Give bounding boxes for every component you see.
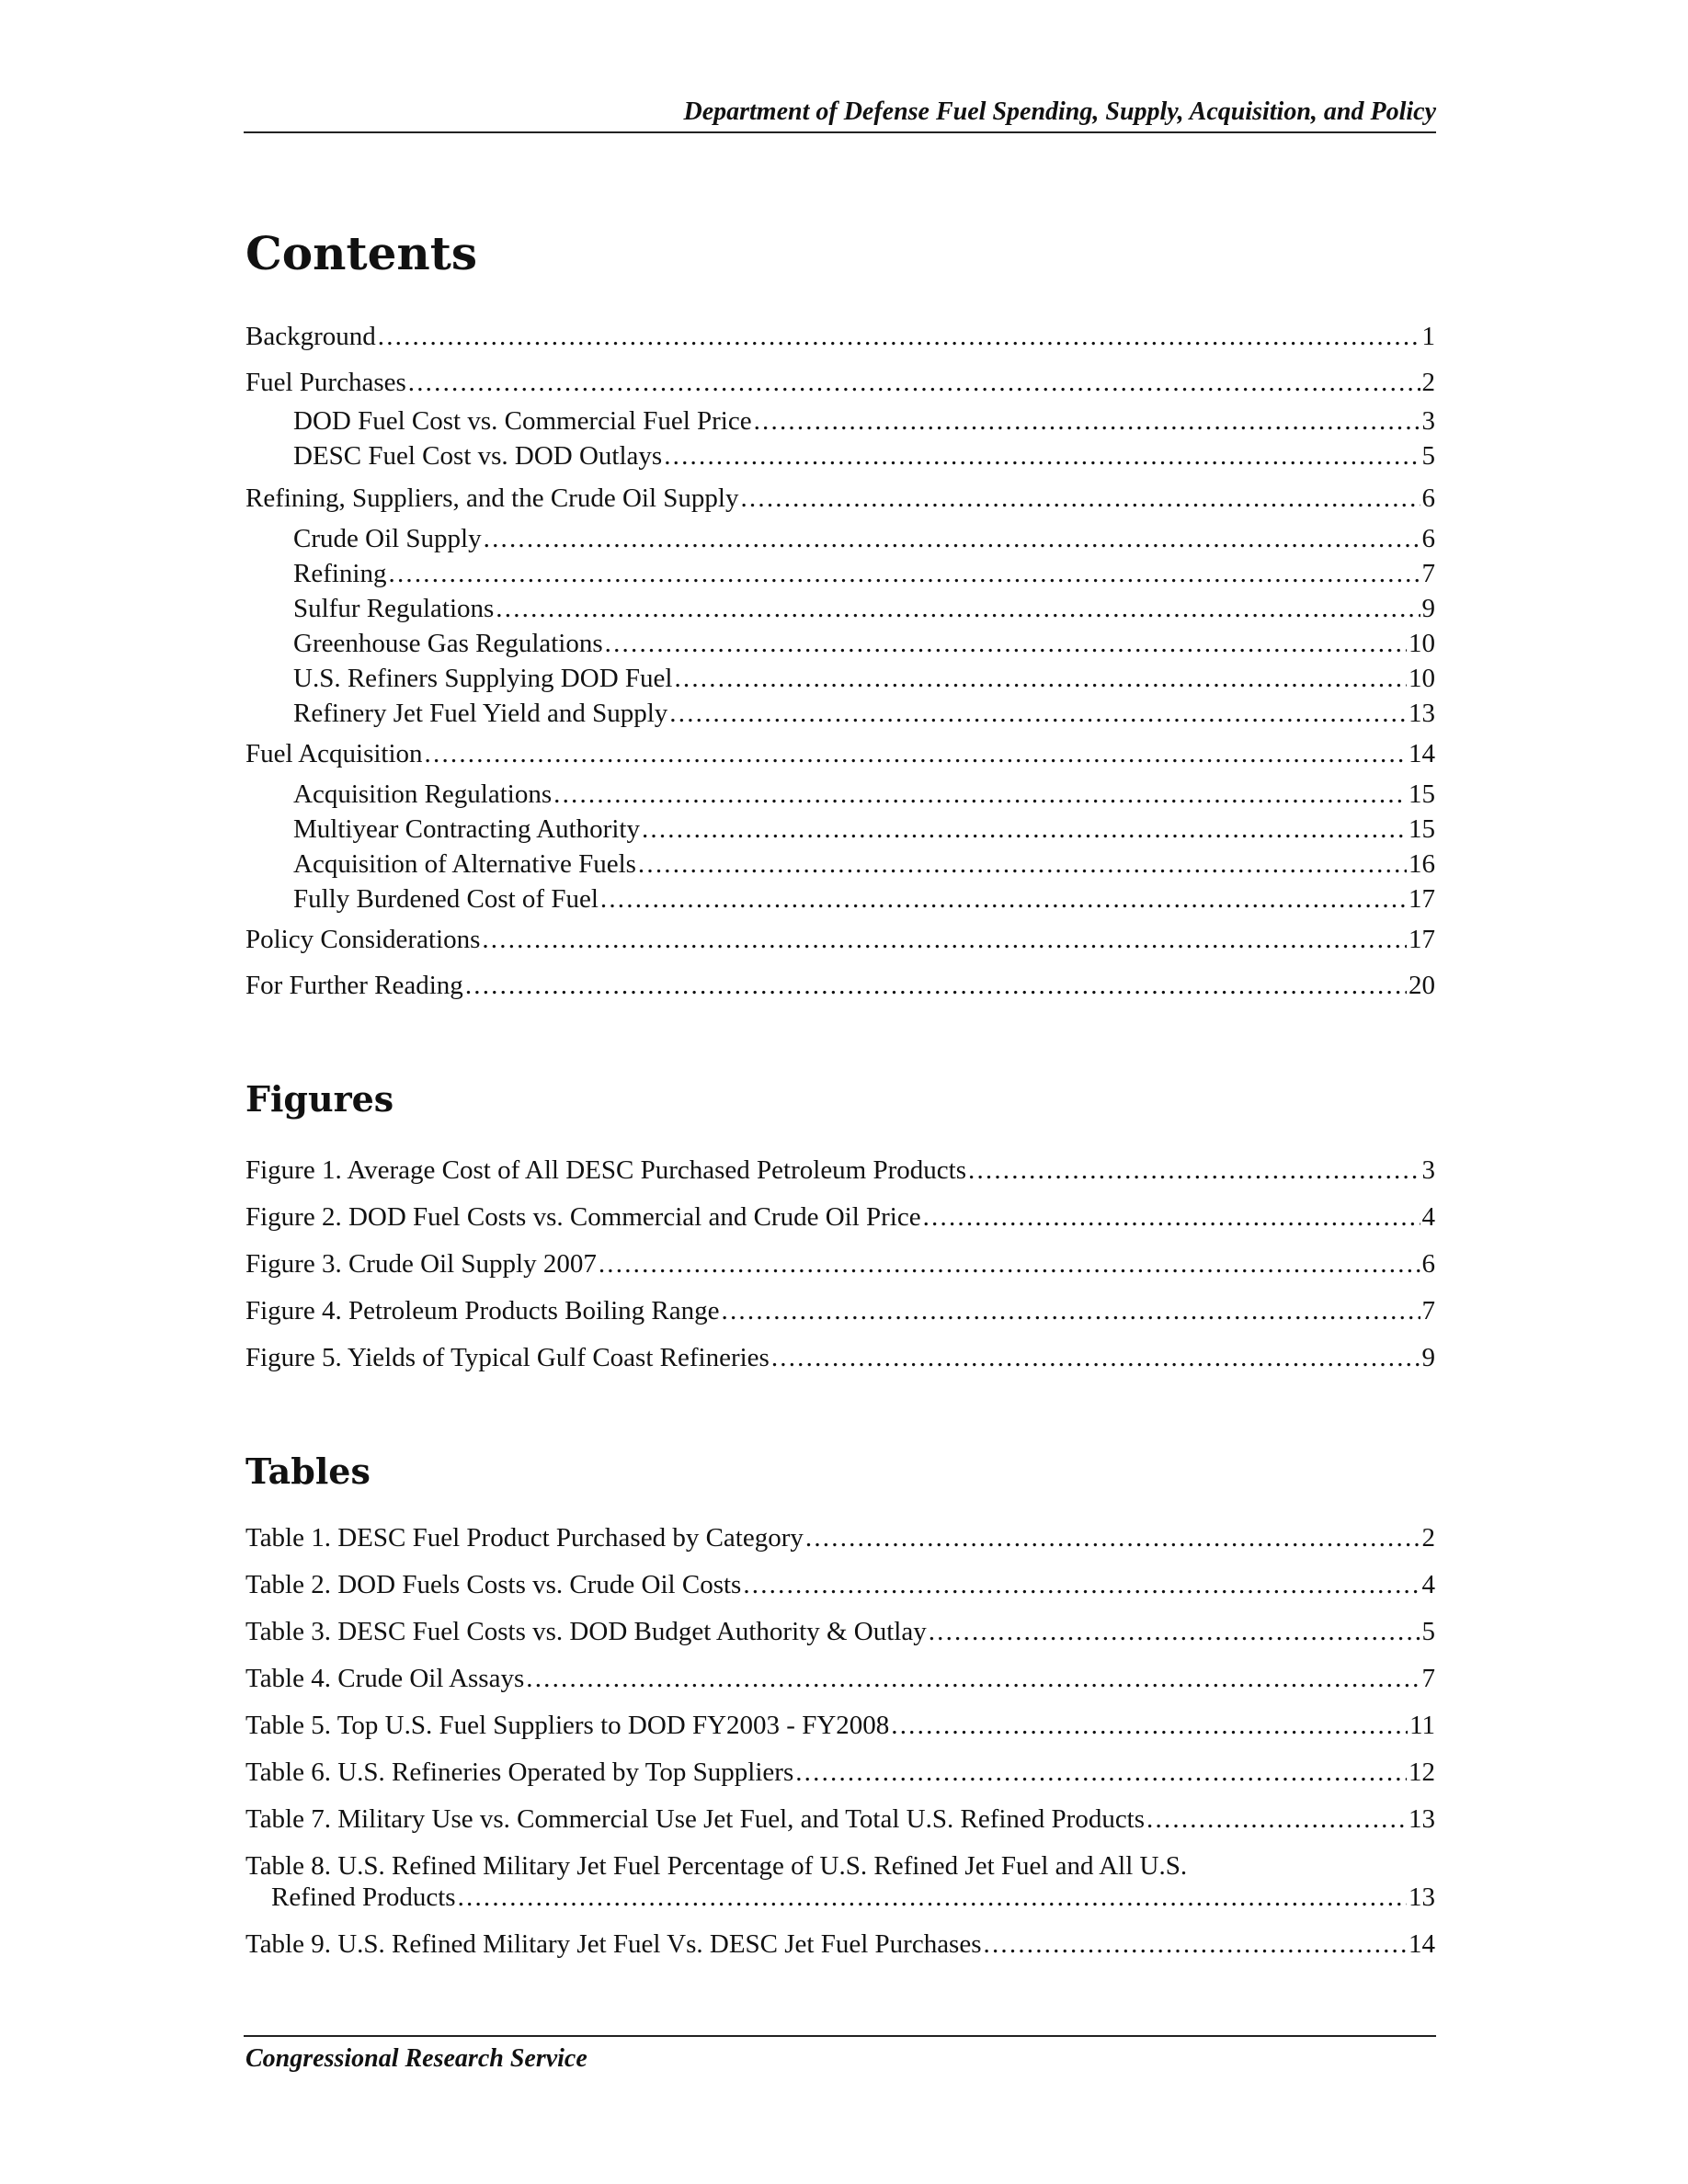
dot-leader — [465, 970, 1407, 1001]
toc-entry-label: Sulfur Regulations — [293, 594, 495, 623]
table-entry-label: Table 1. DESC Fuel Product Purchased by Category — [245, 1523, 804, 1553]
table-entry-page: 2 — [1421, 1523, 1435, 1553]
toc-entry-page: 15 — [1409, 814, 1435, 844]
figure-entry-page: 4 — [1421, 1202, 1435, 1232]
toc-subentry[interactable] — [245, 848, 1435, 880]
toc-subentry[interactable] — [245, 883, 1435, 915]
toc-subentry[interactable] — [245, 440, 1435, 472]
toc-entry[interactable] — [245, 483, 1435, 514]
dot-leader — [638, 848, 1407, 880]
table-entry-label: Table 4. Crude Oil Assays — [245, 1664, 525, 1693]
toc-entry-label: Background — [245, 322, 376, 351]
toc-entry-label: Fully Burdened Cost of Fuel — [293, 884, 599, 914]
toc-entry-label: Refining, Suppliers, and the Crude Oil Supply — [245, 483, 739, 513]
table-entry-page: 7 — [1421, 1664, 1435, 1693]
toc-entry-page: 15 — [1409, 779, 1435, 809]
figure-entry-page: 7 — [1421, 1296, 1435, 1325]
toc-entry-page: 6 — [1421, 524, 1435, 553]
toc-entry[interactable] — [245, 321, 1435, 352]
table-entry[interactable] — [245, 1803, 1435, 1835]
table-entry[interactable] — [245, 1616, 1435, 1647]
toc-entry[interactable] — [245, 367, 1435, 398]
dot-leader — [984, 1928, 1407, 1960]
figure-entry-label: Figure 4. Petroleum Products Boiling Range — [245, 1296, 720, 1325]
dot-leader — [408, 367, 1420, 398]
running-footer: Congressional Research Service — [245, 2044, 587, 2073]
dot-leader — [526, 1663, 1420, 1694]
toc-entry-page: 14 — [1409, 739, 1435, 768]
toc-entry-page: 16 — [1409, 849, 1435, 879]
toc-entry-label: Crude Oil Supply — [293, 524, 482, 553]
dot-leader — [674, 663, 1407, 694]
table-entry-page: 12 — [1409, 1757, 1435, 1787]
dot-leader — [968, 1155, 1420, 1186]
table-entry-label-continued: Refined Products — [271, 1883, 456, 1912]
header-rule — [244, 131, 1436, 133]
dot-leader — [740, 483, 1420, 514]
table-entry-label: Table 9. U.S. Refined Military Jet Fuel Vs. DESC Jet Fuel Purchases — [245, 1929, 982, 1959]
toc-entry-page: 7 — [1421, 559, 1435, 588]
toc-entry-label: Multiyear Contracting Authority — [293, 814, 640, 844]
toc-entry-label: Policy Considerations — [245, 925, 481, 954]
table-entry[interactable] — [245, 1663, 1435, 1694]
toc-entry-page: 1 — [1421, 322, 1435, 351]
table-entry-label: Table 3. DESC Fuel Costs vs. DOD Budget Authority & Outlay — [245, 1617, 927, 1646]
toc-entry-page: 20 — [1409, 971, 1435, 1000]
figure-entry-label: Figure 5. Yields of Typical Gulf Coast Refineries — [245, 1343, 770, 1372]
dot-leader — [923, 1201, 1420, 1233]
toc-entry[interactable] — [245, 970, 1435, 1001]
toc-subentry[interactable] — [245, 593, 1435, 624]
toc-entry-label: Acquisition Regulations — [293, 779, 553, 809]
dot-leader — [482, 924, 1407, 955]
toc-entry[interactable] — [245, 924, 1435, 955]
figure-entry-page: 6 — [1421, 1249, 1435, 1279]
toc-subentry[interactable] — [245, 628, 1435, 659]
figure-entry[interactable] — [245, 1155, 1435, 1186]
dot-leader — [378, 321, 1420, 352]
figure-entry[interactable] — [245, 1201, 1435, 1233]
dot-leader — [425, 738, 1407, 769]
toc-entry-label: For Further Reading — [245, 971, 463, 1000]
toc-entry-label: Fuel Acquisition — [245, 739, 423, 768]
dot-leader — [599, 1248, 1420, 1280]
toc-entry-label: Acquisition of Alternative Fuels — [293, 849, 636, 879]
toc-entry-page: 5 — [1421, 441, 1435, 471]
figure-entry[interactable] — [245, 1248, 1435, 1280]
dot-leader — [722, 1295, 1420, 1326]
figure-entry-label: Figure 2. DOD Fuel Costs vs. Commercial and Crude Oil Price — [245, 1202, 921, 1232]
dot-leader — [664, 440, 1420, 472]
toc-entry-page: 17 — [1409, 925, 1435, 954]
table-entry-label: Table 8. U.S. Refined Military Jet Fuel Percentage of U.S. Refined Jet Fuel and All U.S. — [245, 1851, 1188, 1881]
toc-subentry[interactable] — [245, 813, 1435, 845]
dot-leader — [496, 593, 1420, 624]
table-entry-page: 4 — [1421, 1570, 1435, 1599]
table-entry[interactable] — [245, 1710, 1435, 1741]
table-entry-page: 11 — [1409, 1711, 1435, 1740]
dot-leader — [891, 1710, 1408, 1741]
table-entry[interactable] — [245, 1569, 1435, 1600]
dot-leader — [805, 1522, 1420, 1553]
table-entry[interactable] — [245, 1928, 1435, 1960]
toc-entry-page: 13 — [1409, 699, 1435, 728]
toc-entry-page: 6 — [1421, 483, 1435, 513]
toc-entry-label: Refining — [293, 559, 387, 588]
dot-leader — [389, 558, 1420, 589]
table-entry-label: Table 6. U.S. Refineries Operated by Top Suppliers — [245, 1757, 794, 1787]
dot-leader — [605, 628, 1407, 659]
toc-subentry[interactable] — [245, 779, 1435, 810]
toc-entry-label: Greenhouse Gas Regulations — [293, 629, 603, 658]
table-entry-continuation — [245, 1882, 1435, 1913]
toc-entry-page: 3 — [1421, 406, 1435, 436]
dot-leader — [553, 779, 1407, 810]
toc-entry-page: 9 — [1421, 594, 1435, 623]
toc-entry-page: 10 — [1409, 664, 1435, 693]
table-entry-label: Table 7. Military Use vs. Commercial Use Jet Fuel, and Total U.S. Refined Products — [245, 1804, 1146, 1834]
dot-leader — [771, 1342, 1420, 1373]
dot-leader — [642, 813, 1407, 845]
toc-subentry[interactable] — [245, 663, 1435, 694]
toc-entry-page: 17 — [1409, 884, 1435, 914]
tables-list — [245, 1522, 1435, 1960]
dot-leader — [795, 1757, 1407, 1788]
contents-heading: Contents — [245, 226, 478, 280]
toc-subentry[interactable] — [245, 523, 1435, 554]
figure-entry-page: 3 — [1421, 1155, 1435, 1185]
toc-subentry[interactable] — [245, 698, 1435, 729]
footer-rule — [244, 2035, 1436, 2037]
table-entry[interactable] — [245, 1757, 1435, 1788]
dot-leader — [600, 883, 1407, 915]
table-entry-label: Table 2. DOD Fuels Costs vs. Crude Oil Costs — [245, 1570, 742, 1599]
figure-entry-page: 9 — [1421, 1343, 1435, 1372]
table-entry-page: 5 — [1421, 1617, 1435, 1646]
toc-subentry[interactable] — [245, 558, 1435, 589]
contents-list — [245, 321, 1435, 1001]
tables-heading: Tables — [245, 1450, 371, 1492]
dot-leader — [743, 1569, 1420, 1600]
figures-list — [245, 1155, 1435, 1373]
table-entry-label: Table 5. Top U.S. Fuel Suppliers to DOD FY2003 - FY2008 — [245, 1711, 890, 1740]
dot-leader — [929, 1616, 1420, 1647]
table-entry-page: 14 — [1409, 1929, 1435, 1959]
table-entry-page: 13 — [1409, 1804, 1435, 1834]
toc-entry-label: Fuel Purchases — [245, 368, 406, 397]
dot-leader — [669, 698, 1407, 729]
figure-entry[interactable] — [245, 1342, 1435, 1373]
dot-leader — [458, 1882, 1407, 1913]
toc-entry-label: DOD Fuel Cost vs. Commercial Fuel Price — [293, 406, 752, 436]
table-entry[interactable] — [245, 1522, 1435, 1553]
table-entry[interactable] — [245, 1850, 1435, 1913]
figure-entry-label: Figure 1. Average Cost of All DESC Purchased Petroleum Products — [245, 1155, 966, 1185]
toc-entry-label: U.S. Refiners Supplying DOD Fuel — [293, 664, 673, 693]
figure-entry[interactable] — [245, 1295, 1435, 1326]
toc-entry[interactable] — [245, 738, 1435, 769]
dot-leader — [754, 405, 1420, 437]
toc-subentry[interactable] — [245, 405, 1435, 437]
figure-entry-label: Figure 3. Crude Oil Supply 2007 — [245, 1249, 597, 1279]
table-entry-page: 13 — [1409, 1883, 1435, 1912]
running-header: Department of Defense Fuel Spending, Supply, Acquisition, and Policy — [683, 97, 1436, 126]
toc-entry-page: 10 — [1409, 629, 1435, 658]
figures-heading: Figures — [245, 1078, 394, 1120]
toc-entry-label: Refinery Jet Fuel Yield and Supply — [293, 699, 668, 728]
toc-entry-page: 2 — [1421, 368, 1435, 397]
dot-leader — [484, 523, 1420, 554]
dot-leader — [1146, 1803, 1407, 1835]
toc-entry-label: DESC Fuel Cost vs. DOD Outlays — [293, 441, 663, 471]
